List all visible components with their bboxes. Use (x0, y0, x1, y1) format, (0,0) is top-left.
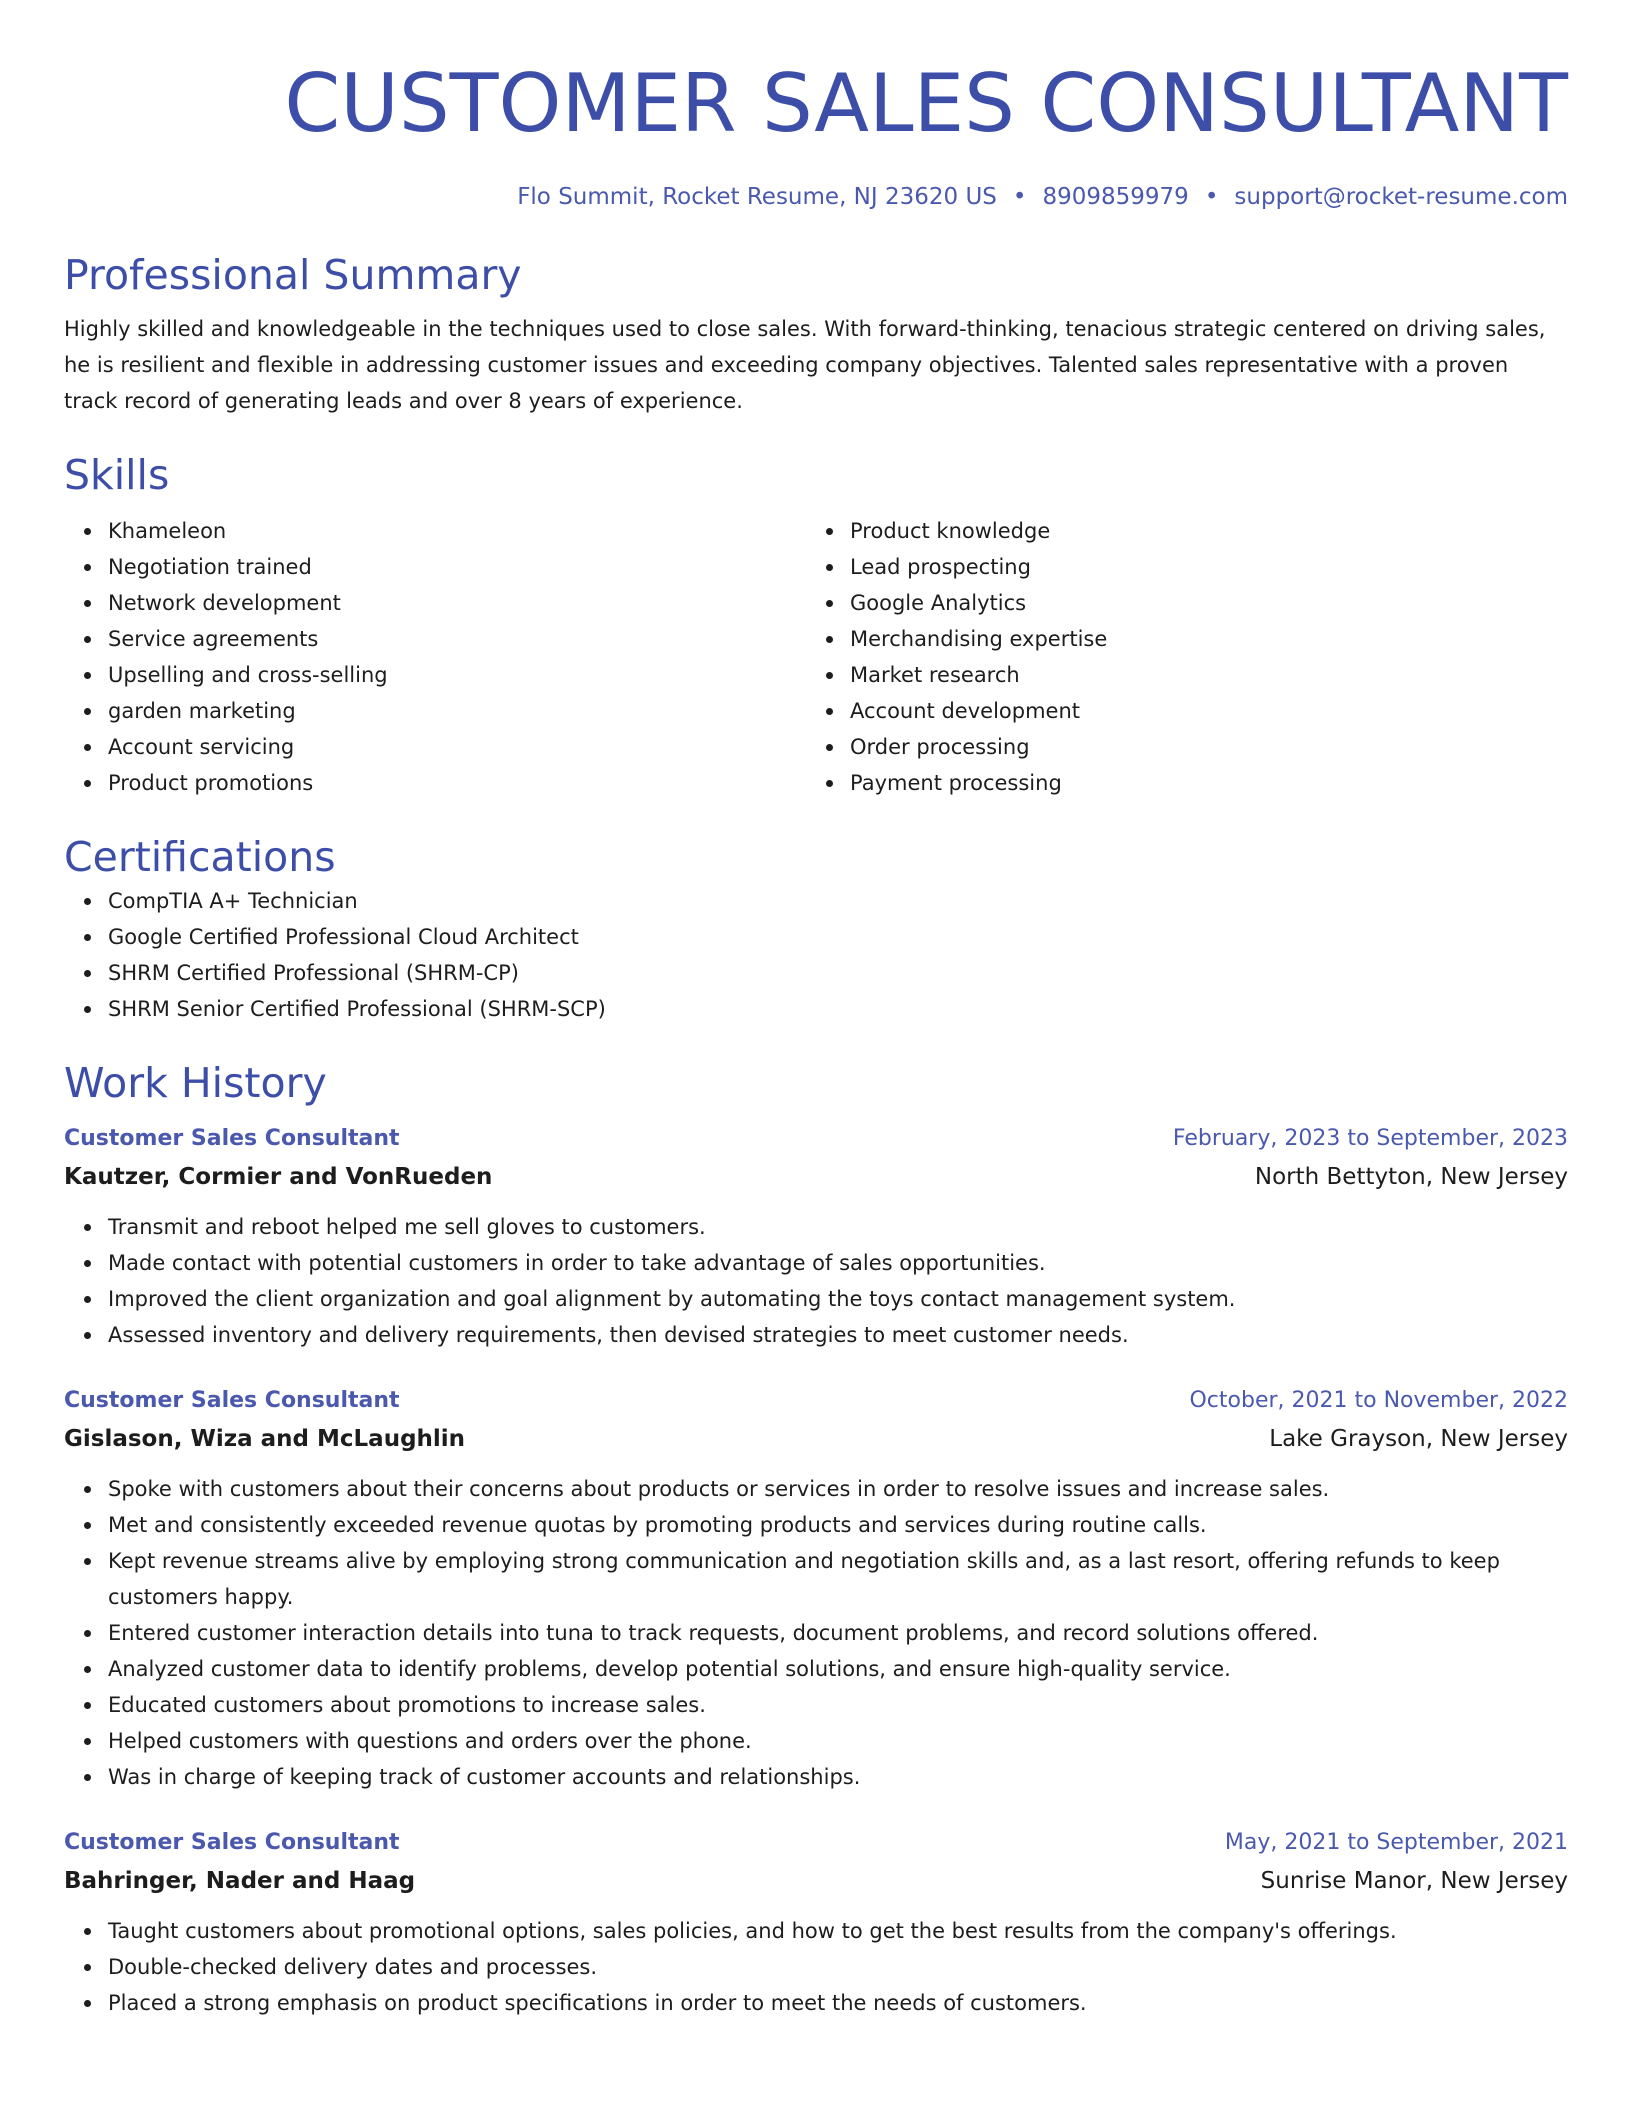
certifications-heading: Certifications (64, 833, 336, 881)
contact-phone: 8909859979 (1042, 184, 1189, 210)
job-company: Kautzer, Cormier and VonRueden (64, 1164, 493, 1190)
job-company: Bahringer, Nader and Haag (64, 1868, 416, 1894)
skill-item: Khameleon (108, 513, 806, 549)
skill-item: Lead prospecting (850, 549, 1548, 585)
job-entry (64, 1383, 1568, 1795)
job-bullets (64, 1209, 1568, 1353)
job-title: Customer Sales Consultant (64, 1388, 400, 1413)
job-bullet: Placed a strong emphasis on product specifications in order to meet the needs of customers. (108, 1985, 1568, 2021)
certifications-list (64, 883, 1568, 1027)
skill-item: Account development (850, 693, 1548, 729)
skill-item: Negotiation trained (108, 549, 806, 585)
certification-item: CompTIA A+ Technician (108, 883, 1568, 919)
job-bullet: Improved the client organization and goal alignment by automating the toys contact management system. (108, 1281, 1568, 1317)
job-bullets (64, 1471, 1568, 1795)
job-header-row (64, 1825, 1568, 1861)
job-location: North Bettyton, New Jersey (1254, 1164, 1568, 1190)
job-bullet: Analyzed customer data to identify problems, develop potential solutions, and ensure high-quality service. (108, 1651, 1568, 1687)
skill-item: Merchandising expertise (850, 621, 1548, 657)
skill-item: Payment processing (850, 765, 1548, 801)
job-bullet: Taught customers about promotional options, sales policies, and how to get the best results from the company's offerings. (108, 1913, 1568, 1949)
certification-item: SHRM Senior Certified Professional (SHRM-SCP) (108, 991, 1568, 1027)
certification-item: SHRM Certified Professional (SHRM-CP) (108, 955, 1568, 991)
skills-columns (64, 513, 1568, 801)
skills-list-right (806, 513, 1548, 801)
job-company-row (64, 1157, 1568, 1197)
skill-item: Market research (850, 657, 1548, 693)
work-history-heading: Work History (64, 1059, 327, 1107)
skill-item: Service agreements (108, 621, 806, 657)
job-title: Customer Sales Consultant (64, 1126, 400, 1151)
separator-dot: • (1012, 184, 1027, 210)
job-dates: February, 2023 to September, 2023 (1172, 1126, 1568, 1151)
skills-heading: Skills (64, 451, 170, 499)
job-location: Sunrise Manor, New Jersey (1260, 1868, 1568, 1894)
job-bullet: Met and consistently exceeded revenue quotas by promoting products and services during routine calls. (108, 1507, 1568, 1543)
summary-heading: Professional Summary (64, 251, 522, 299)
resume-name: CUSTOMER SALES CONSULTANT (284, 57, 1568, 150)
job-bullet: Helped customers with questions and orders over the phone. (108, 1723, 1568, 1759)
job-title: Customer Sales Consultant (64, 1830, 400, 1855)
skill-item: Product knowledge (850, 513, 1548, 549)
job-location: Lake Grayson, New Jersey (1269, 1426, 1568, 1452)
job-bullet: Double-checked delivery dates and processes. (108, 1949, 1568, 1985)
job-company-row (64, 1861, 1568, 1901)
job-bullet: Entered customer interaction details into tuna to track requests, document problems, and record solutions offered. (108, 1615, 1568, 1651)
contact-address: Flo Summit, Rocket Resume, NJ 23620 US (517, 184, 997, 210)
skill-item: Account servicing (108, 729, 806, 765)
job-dates: May, 2021 to September, 2021 (1224, 1830, 1568, 1855)
job-bullet: Spoke with customers about their concerns about products or services in order to resolve issues and increase sales. (108, 1471, 1568, 1507)
job-entry (64, 1121, 1568, 1353)
job-header-row (64, 1383, 1568, 1419)
job-company-row (64, 1419, 1568, 1459)
resume-page (64, 0, 1568, 2021)
skill-item: Network development (108, 585, 806, 621)
skill-item: Google Analytics (850, 585, 1548, 621)
job-company: Gislason, Wiza and McLaughlin (64, 1426, 466, 1452)
job-bullet: Kept revenue streams alive by employing strong communication and negotiation skills and, as a last resort, offering refunds to keep customers happy. (108, 1543, 1568, 1615)
job-bullet: Assessed inventory and delivery requirements, then devised strategies to meet customer needs. (108, 1317, 1568, 1353)
job-bullets (64, 1913, 1568, 2021)
job-entry (64, 1825, 1568, 2021)
job-bullet: Made contact with potential customers in order to take advantage of sales opportunities. (108, 1245, 1568, 1281)
job-header-row (64, 1121, 1568, 1157)
summary-text: Highly skilled and knowledgeable in the techniques used to close sales. With forward-thinking, tenacious strategic centered on driving sales, he is resilient and flexible in addressing customer issues and exceeding company objectives. Talented sales representative with a proven track record of generating leads and over 8 years of experience. (64, 317, 1546, 413)
skill-item: Order processing (850, 729, 1548, 765)
skill-item: Product promotions (108, 765, 806, 801)
separator-dot: • (1204, 184, 1219, 210)
skill-item: garden marketing (108, 693, 806, 729)
skill-item: Upselling and cross-selling (108, 657, 806, 693)
job-bullet: Transmit and reboot helped me sell gloves to customers. (108, 1209, 1568, 1245)
job-dates: October, 2021 to November, 2022 (1189, 1388, 1568, 1413)
contact-line (64, 181, 1568, 213)
job-bullet: Educated customers about promotions to increase sales. (108, 1687, 1568, 1723)
skills-list-left (64, 513, 806, 801)
certification-item: Google Certified Professional Cloud Architect (108, 919, 1568, 955)
job-bullet: Was in charge of keeping track of customer accounts and relationships. (108, 1759, 1568, 1795)
contact-email: support@rocket-resume.com (1234, 184, 1568, 210)
